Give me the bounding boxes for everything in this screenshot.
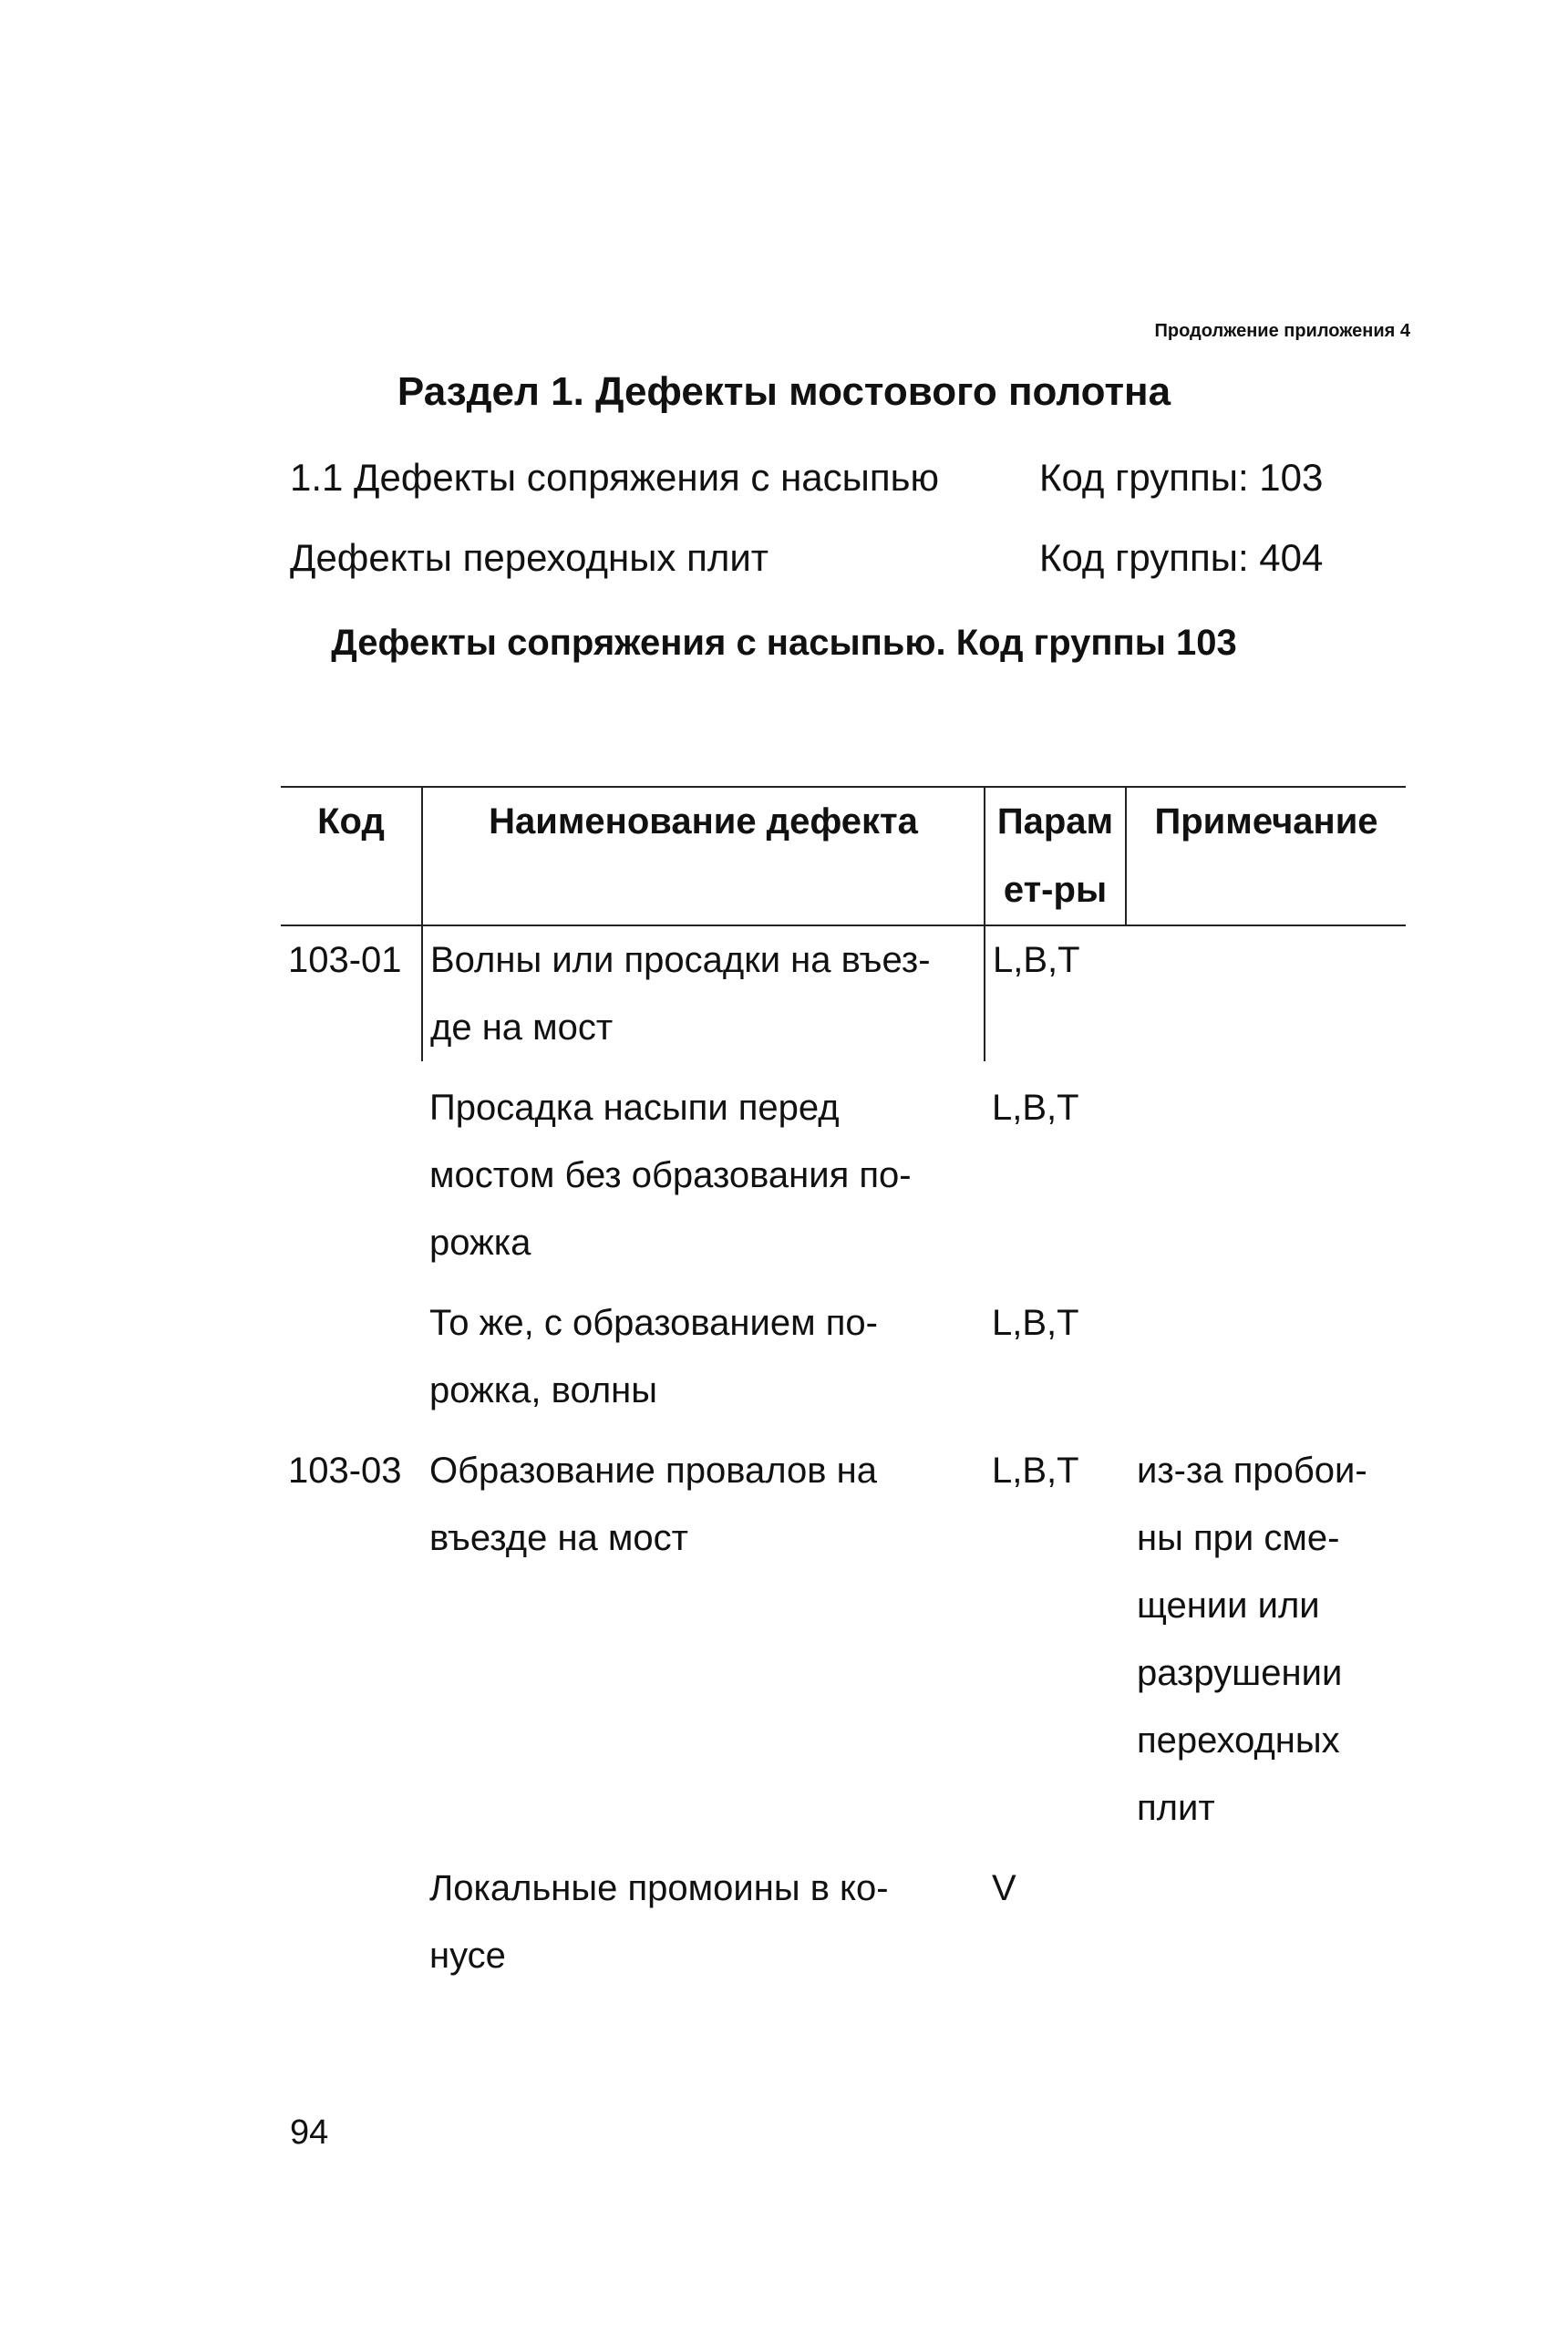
name-line: нусе — [429, 1936, 506, 1976]
cell-note — [1126, 1842, 1406, 1989]
group-label: 1.1 Дефекты сопряжения с насыпью — [290, 456, 939, 499]
name-line: Просадка насыпи перед — [429, 1088, 840, 1128]
group-label: Дефекты переходных плит — [290, 536, 769, 579]
note-line: ны при сме- — [1137, 1518, 1340, 1558]
note-line: из-за пробои- — [1137, 1451, 1367, 1491]
name-line: Волны или просадки на въез- — [430, 940, 931, 980]
cell-code — [281, 1061, 422, 1276]
header-params: Парам ет-ры — [985, 787, 1126, 925]
name-line: Образование провалов на — [429, 1451, 877, 1491]
cell-code: 103-01 — [288, 940, 402, 980]
cell-name — [422, 1276, 985, 1424]
note-line: разрушении — [1137, 1653, 1343, 1693]
page-number: 94 — [290, 2113, 329, 2152]
name-line: Локальные промоины в ко- — [429, 1868, 889, 1908]
cell-code: 103-03 — [288, 1451, 402, 1491]
name-line: мостом без образования по- — [429, 1155, 912, 1195]
table-title: Дефекты сопряжения с насыпью. Код группы 103 — [331, 623, 1237, 663]
group-code: Код группы: 103 — [1039, 456, 1324, 499]
table-row — [281, 1424, 1406, 1842]
table-row — [281, 1276, 1406, 1424]
cell-params: L,B,T — [992, 1088, 1079, 1128]
note-line: переходных — [1137, 1720, 1340, 1761]
cell-code — [281, 1842, 422, 1989]
cell-params: V — [992, 1868, 1016, 1908]
name-line: рожка — [429, 1223, 531, 1263]
name-line: То же, с образованием по- — [429, 1303, 878, 1343]
note-line: плит — [1137, 1788, 1215, 1828]
header-name: Наименование дефекта — [422, 787, 985, 925]
table-body — [281, 925, 1406, 1989]
header-note: Примечание — [1126, 787, 1406, 925]
cell-params: L,B,T — [992, 1303, 1079, 1343]
table-row — [281, 1842, 1406, 1989]
cell-params: L,B,T — [985, 925, 1126, 1061]
cell-note — [1126, 1061, 1406, 1276]
name-line: де на мост — [430, 1007, 614, 1048]
group-code: Код группы: 404 — [1039, 536, 1324, 579]
cell-code — [281, 1276, 422, 1424]
header-code: Код — [281, 787, 422, 925]
cell-name — [422, 1842, 985, 1989]
table-row — [281, 925, 1406, 1061]
name-line: въезде на мост — [429, 1518, 688, 1558]
cell-name — [422, 925, 985, 1061]
cell-params: L,B,T — [992, 1451, 1079, 1491]
cell-note — [1126, 1276, 1406, 1424]
cell-name — [422, 1061, 985, 1276]
cell-name — [422, 1424, 985, 1842]
cell-note — [1126, 1424, 1406, 1842]
defects-table — [281, 786, 1406, 1989]
continuation-note: Продолжение приложения 4 — [1154, 321, 1410, 341]
cell-note — [1126, 925, 1406, 1061]
name-line: рожка, волны — [429, 1370, 657, 1410]
note-line: щении или — [1137, 1586, 1320, 1626]
table-row — [281, 1061, 1406, 1276]
table-header-row — [281, 787, 1406, 925]
section-title: Раздел 1. Дефекты мостового полотна — [397, 369, 1171, 414]
